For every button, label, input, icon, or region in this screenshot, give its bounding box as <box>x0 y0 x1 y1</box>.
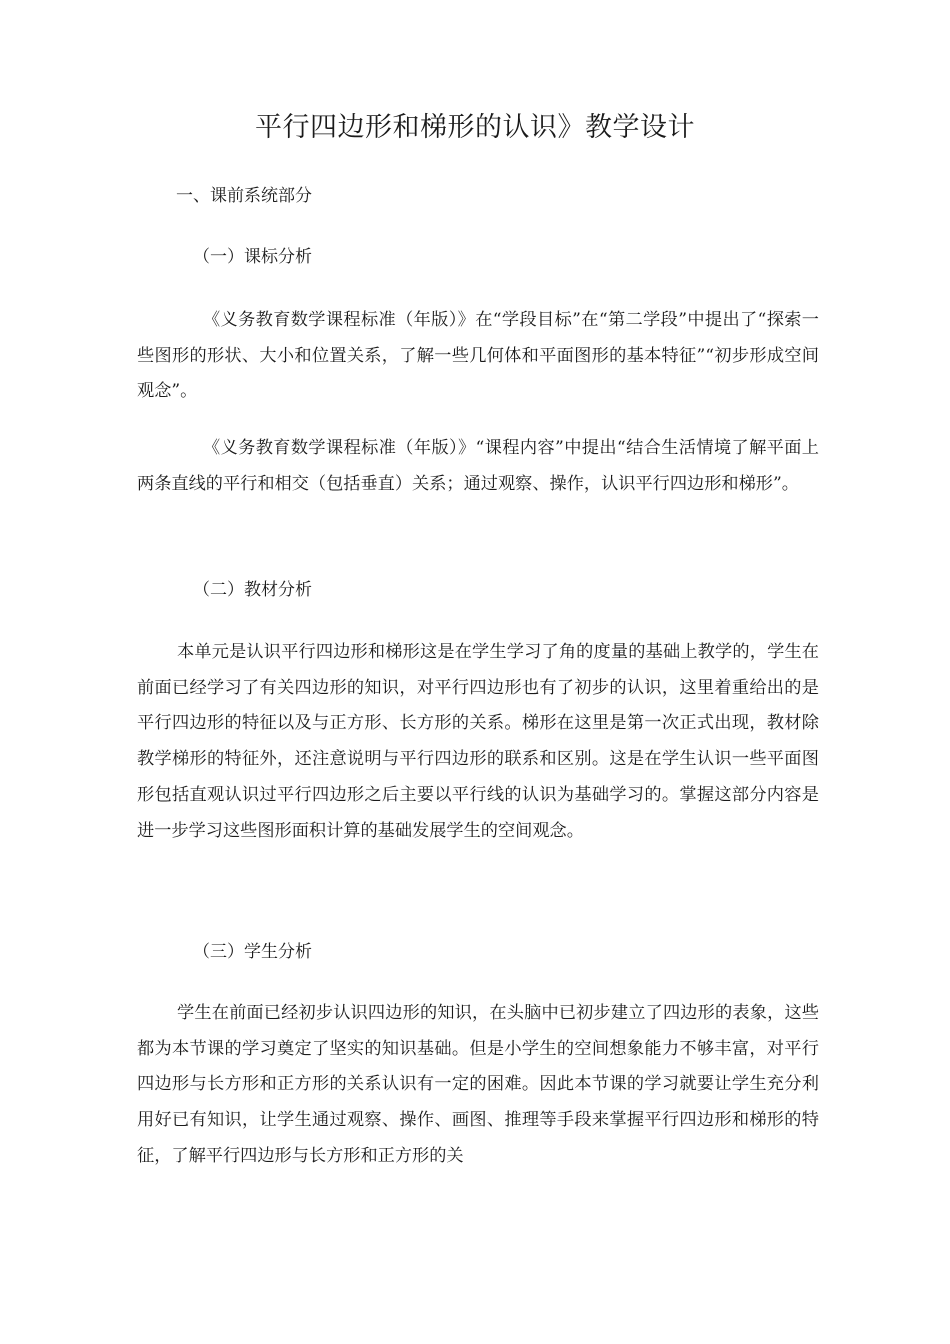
section-heading-pre-class: 一、课前系统部分 <box>176 186 312 206</box>
paragraph-curriculum-content: 《义务教育数学课程标准（年版）》“课程内容”中提出“结合生活情境了解平面上两条直线的平行和相交（包括垂直）关系；通过观察、操作，认识平行四边形和梯形”。 <box>137 438 819 494</box>
subsection-heading-textbook-analysis: （二）教材分析 <box>193 580 312 600</box>
document-title: 平行四边形和梯形的认识》教学设计 <box>255 112 695 143</box>
paragraph-textbook-analysis: 本单元是认识平行四边形和梯形这是在学生学习了角的度量的基础上教学的，学生在前面已经学习了有关四边形的知识，对平行四边形也有了初步的认识，这里着重给出的是平行四边形的特征以及与正方形、长方形的关系。梯形在这里是第一次正式出现，教材除教学梯形的特征外，还注意说明与平行四边形的联系和区别。这是在学生认识一些平面图形包括直观认识过平行四边形之后主要以平行线的认识为基础学习的。掌握这部分内容是进一步学习这些图形面积计算的基础发展学生的空间观念。 <box>137 642 819 841</box>
subsection-heading-curriculum-analysis: （一）课标分析 <box>193 247 312 267</box>
subsection-heading-student-analysis: （三）学生分析 <box>193 942 312 962</box>
paragraph-curriculum-goals: 《义务教育数学课程标准（年版）》在“学段目标”在“第二学段”中提出了“探索一些图形的形状、大小和位置关系，了解一些几何体和平面图形的基本特征”“初步形成空间观念”。 <box>137 310 819 402</box>
paragraph-student-analysis: 学生在前面已经初步认识四边形的知识，在头脑中已初步建立了四边形的表象，这些都为本节课的学习奠定了坚实的知识基础。但是小学生的空间想象能力不够丰富，对平行四边形与长方形和正方形的关系认识有一定的困难。因此本节课的学习就要让学生充分利用好已有知识，让学生通过观察、操作、画图、推理等手段来掌握平行四边形和梯形的特征，了解平行四边形与长方形和正方形的关 <box>137 1003 819 1166</box>
